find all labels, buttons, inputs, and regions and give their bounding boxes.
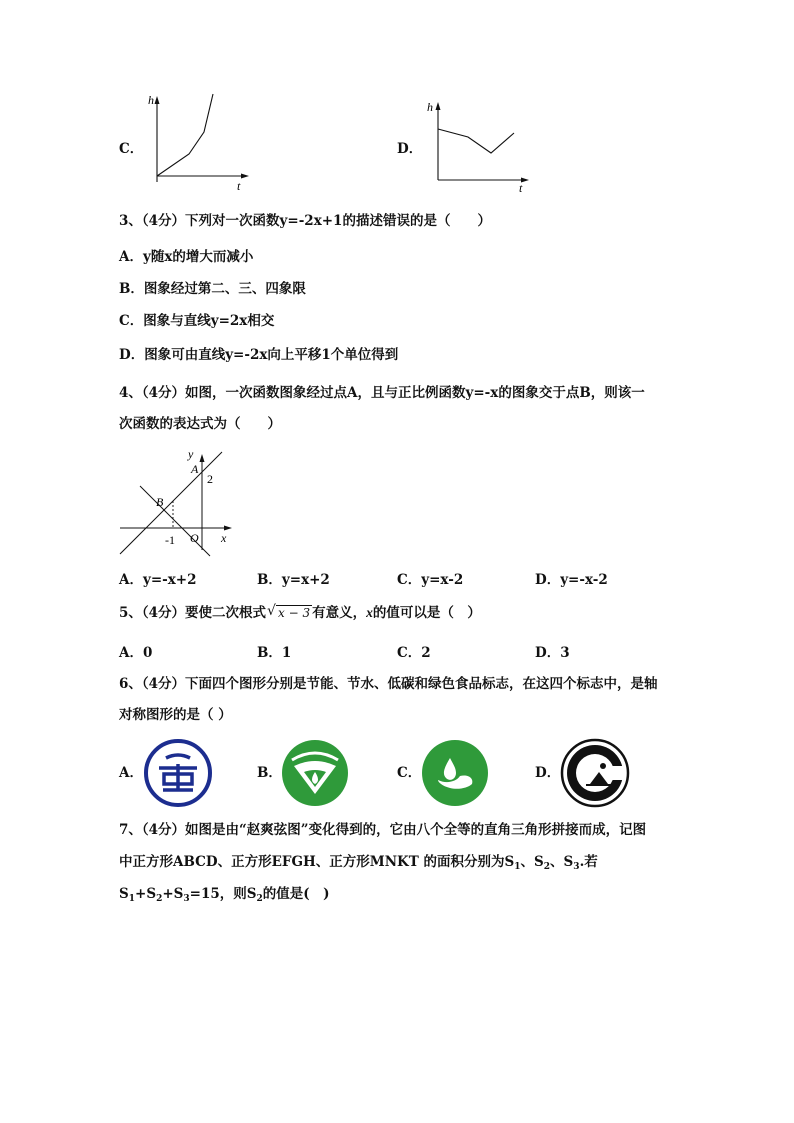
q7-l3-plus-1: +S (135, 886, 157, 902)
q7-l3-plus-2: +S (162, 886, 184, 902)
q4-label-o: O (190, 531, 199, 545)
q5-var-x: x (366, 605, 373, 620)
q7-l3-tail: 的值是( ) (262, 886, 330, 902)
q5-stem-middle: 有意义， (312, 605, 367, 621)
q4-label-a: A (191, 462, 199, 476)
q4-label-2: 2 (207, 472, 213, 486)
q4-label-b: B (156, 495, 164, 509)
q7-tail-2: .若 (579, 854, 598, 870)
graph-d-h-label: h (427, 100, 433, 114)
q6-stem-line2: 对称图形的是（ ） (119, 707, 232, 723)
graph-c-x-arrow (241, 174, 249, 179)
q6-option-c: C． (397, 765, 422, 781)
q3-option-d: D．图象可由直线y=-2x向上平移1个单位得到 (119, 347, 399, 363)
graph-d-curve (438, 129, 514, 153)
q7-sep-2: 、S (550, 854, 574, 870)
graph-d-y-arrow (436, 102, 441, 110)
q5-radicand: x − 3 (278, 606, 311, 620)
q7-stem-line2-text: 中正方形ABCD、正方形EFGH、正方形MNKT 的面积分别为S (119, 854, 515, 870)
q5-radical: √ x − 3 (267, 603, 311, 620)
q7-sub-2: 2 (543, 862, 551, 872)
q7-sub-1: 1 (514, 862, 521, 872)
q5-option-c: C．2 (397, 645, 431, 661)
q3-stem: 3、（4分）下列对一次函数y=-2x+1的描述错误的是（ ） (119, 213, 491, 229)
option-c-label: C． (119, 141, 144, 157)
q5-stem-prefix: 5、（4分）要使二次根式 (119, 605, 267, 621)
q7-sub-3: 3 (573, 862, 580, 872)
q7-l3-equals: =15，则S (189, 886, 257, 902)
graph-c-t-label: t (237, 179, 241, 193)
q4-option-b: B．y=x+2 (257, 572, 330, 588)
low-carbon-logo (420, 738, 490, 808)
graph-c-y-arrow (155, 96, 160, 104)
q7-stem-line3 (119, 885, 330, 908)
graph-c-curve (157, 94, 213, 176)
q7-stem-line1: 7、（4分）如图是由“赵爽弦图”变化得到的，它由八个全等的直角三角形拼接而成，记图 (119, 822, 647, 838)
graph-d (425, 96, 537, 196)
q6-option-d: D． (535, 765, 561, 781)
q4-x-arrow (224, 526, 232, 531)
q4-line-y-neg-x (140, 486, 210, 556)
q3-option-a: A．y随x的增大而减小 (119, 249, 254, 265)
graph-c-h-label: h (148, 93, 154, 107)
q6-option-b: B． (257, 765, 282, 781)
option-d-label: D． (397, 141, 423, 157)
q6-option-a: A． (119, 765, 143, 781)
q4-y-arrow (200, 454, 205, 462)
q5-option-a: A．0 (119, 645, 153, 661)
q4-label-y: y (188, 447, 194, 461)
q7-l3-sub-2b: 2 (256, 894, 263, 904)
q4-label-x: x (221, 531, 227, 545)
q4-option-d: D．y=-x-2 (535, 572, 608, 588)
q5-option-b: B．1 (257, 645, 292, 661)
q5-stem (119, 604, 481, 622)
green-food-logo (560, 738, 630, 808)
q7-l3-s: S (119, 886, 129, 902)
q4-label-neg1: -1 (165, 533, 175, 547)
q4-figure (118, 442, 236, 558)
q7-stem-line2 (119, 853, 598, 876)
q3-option-c: C．图象与直线y=2x相交 (119, 313, 275, 329)
q3-option-b: B．图象经过第二、三、四象限 (119, 281, 306, 297)
water-saving-logo (280, 738, 350, 808)
q5-option-d: D．3 (535, 645, 570, 661)
graph-c (145, 92, 255, 194)
energy-saving-logo (143, 738, 213, 808)
q4-option-c: C．y=x-2 (397, 572, 464, 588)
q7-sep-1: 、S (520, 854, 544, 870)
graph-d-t-label: t (519, 181, 523, 195)
q4-stem-line2: 次函数的表达式为（ ） (119, 416, 281, 432)
q4-option-a: A．y=-x+2 (119, 572, 197, 588)
q7-l3-sub-2: 2 (156, 894, 163, 904)
q6-stem-line1: 6、（4分）下面四个图形分别是节能、节水、低碳和绿色食品标志，在这四个标志中，是轴 (119, 676, 658, 692)
q7-l3-sub-1: 1 (128, 894, 136, 904)
q7-l3-sub-3: 3 (183, 894, 190, 904)
q5-stem-suffix: 的值可以是（ ） (372, 605, 481, 621)
q4-stem-line1: 4、（4分）如图，一次函数图象经过点A，且与正比例函数y=-x的图象交于点B，则该一 (119, 385, 645, 401)
